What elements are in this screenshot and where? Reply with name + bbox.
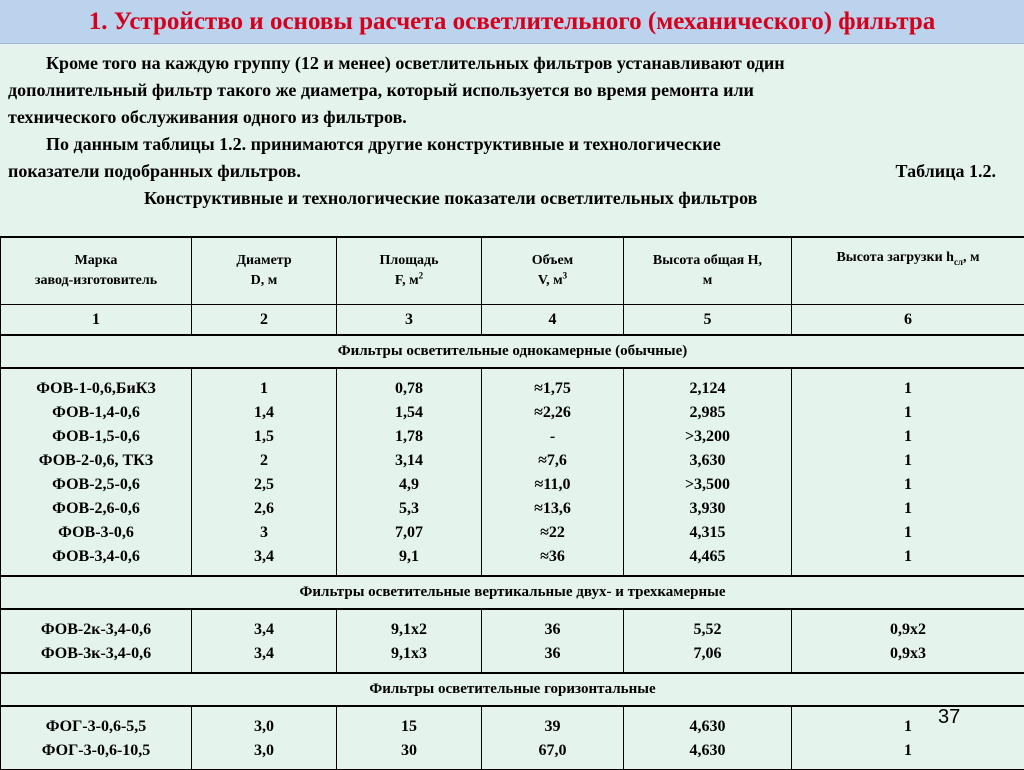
table-cell: 1,4 [192, 401, 336, 425]
table-cell: 2,124 [624, 377, 791, 401]
column-area-values [337, 368, 482, 576]
table-cell: ФОВ-2к-3,4-0,6 [1, 618, 191, 642]
header-total-height: Высота общая H, м [624, 237, 792, 305]
table-cell: ФОВ-1,4-0,6 [1, 401, 191, 425]
column-diameter-values [192, 706, 337, 770]
table-cell: - [482, 425, 623, 449]
intro-line-1: Кроме того на каждую группу (12 и менее) осветлительных фильтров устанавливают один [8, 50, 1014, 77]
column-volume-values [482, 609, 624, 673]
table-cell: 7,06 [624, 642, 791, 666]
table-cell: 1 [792, 401, 1024, 425]
section-header-row [1, 673, 1024, 706]
header-brand: Марка завод-изготовитель [1, 237, 192, 305]
table-cell: 7,07 [337, 521, 481, 545]
table-cell: 3,0 [192, 739, 336, 763]
column-load-height-values [792, 609, 1024, 673]
header-volume: Объем V, $м^3$ [482, 237, 624, 305]
column-number: 4 [482, 305, 624, 336]
section-title: Фильтры осветительные горизонтальные [1, 673, 1024, 706]
intro-text [8, 50, 1014, 212]
section-data-row [1, 706, 1024, 770]
table-cell: ≈13,6 [482, 497, 623, 521]
table-cell: 4,465 [624, 545, 791, 569]
table-cell: ФОВ-3-0,6 [1, 521, 191, 545]
table-cell: 3 [192, 521, 336, 545]
column-load-height-values [792, 706, 1024, 770]
table-cell: 1 [792, 739, 1024, 763]
table-cell: 3,630 [624, 449, 791, 473]
table-cell: ≈2,26 [482, 401, 623, 425]
table-cell: 9,1x2 [337, 618, 481, 642]
column-number: 6 [792, 305, 1024, 336]
section-header-row [1, 335, 1024, 368]
table-cell: 5,3 [337, 497, 481, 521]
table-cell: 1 [192, 377, 336, 401]
table-cell: 15 [337, 715, 481, 739]
column-brand-values [1, 609, 192, 673]
column-numbers-row [1, 305, 1024, 336]
intro-line-4: По данным таблицы 1.2. принимаются другие конструктивные и технологические [8, 131, 1014, 158]
table-cell: 3,4 [192, 642, 336, 666]
table-cell: 2,985 [624, 401, 791, 425]
column-area-values [337, 706, 482, 770]
column-number: 5 [624, 305, 792, 336]
header-area: Площадь F, $м^2$ [337, 237, 482, 305]
column-number: 3 [337, 305, 482, 336]
header-load-height: Высота загрузки $h_{сл}$, м [792, 237, 1024, 305]
table-cell: 1,78 [337, 425, 481, 449]
table-cell: ≈22 [482, 521, 623, 545]
table-cell: 1 [792, 449, 1024, 473]
table-cell: 4,630 [624, 715, 791, 739]
intro-line-5-row [8, 158, 1014, 185]
column-volume-values [482, 706, 624, 770]
table-cell: ФОВ-3к-3,4-0,6 [1, 642, 191, 666]
table-cell: 4,630 [624, 739, 791, 763]
table-cell: 0,78 [337, 377, 481, 401]
filters-table [0, 236, 1024, 770]
intro-line-5: показатели подобранных фильтров. [8, 161, 301, 181]
table-cell: ФОВ-1-0,6,БиКЗ [1, 377, 191, 401]
column-number: 2 [192, 305, 337, 336]
table-cell: 0,9x2 [792, 618, 1024, 642]
table-cell: 1 [792, 473, 1024, 497]
table-cell: 3,4 [192, 618, 336, 642]
table-cell: ФОВ-1,5-0,6 [1, 425, 191, 449]
column-area-values [337, 609, 482, 673]
table-cell: 4,9 [337, 473, 481, 497]
table-cell: 3,930 [624, 497, 791, 521]
table-cell: 4,315 [624, 521, 791, 545]
table-cell: 1,54 [337, 401, 481, 425]
table-caption: Конструктивные и технологические показатели осветлительных фильтров [8, 185, 1014, 212]
column-load-height-values [792, 368, 1024, 576]
table-cell: 39 [482, 715, 623, 739]
table-cell: 1,5 [192, 425, 336, 449]
intro-line-2: дополнительный фильтр такого же диаметра, который используется во время ремонта или [8, 77, 1014, 104]
table-cell: ФОГ-3-0,6-5,5 [1, 715, 191, 739]
table-cell: 3,0 [192, 715, 336, 739]
table-cell: 1 [792, 545, 1024, 569]
slide-title: 1. Устройство и основы расчета осветлительного (механического) фильтра [0, 0, 1024, 44]
table-cell: 36 [482, 618, 623, 642]
table-cell: >3,200 [624, 425, 791, 449]
table-header-row [1, 237, 1024, 305]
table-cell: 36 [482, 642, 623, 666]
table-cell: 2,5 [192, 473, 336, 497]
section-title: Фильтры осветительные однокамерные (обычные) [1, 335, 1024, 368]
table-cell: 9,1x3 [337, 642, 481, 666]
column-diameter-values [192, 609, 337, 673]
column-brand-values [1, 706, 192, 770]
table-label: Таблица 1.2. [896, 158, 996, 185]
table-cell: ФОВ-2,6-0,6 [1, 497, 191, 521]
section-data-row [1, 609, 1024, 673]
table-cell: 67,0 [482, 739, 623, 763]
table-cell: ≈1,75 [482, 377, 623, 401]
column-diameter-values [192, 368, 337, 576]
table-cell: ФОГ-3-0,6-10,5 [1, 739, 191, 763]
table-cell: 0,9x3 [792, 642, 1024, 666]
table-cell: 3,14 [337, 449, 481, 473]
table-cell: 2 [192, 449, 336, 473]
table-cell: ≈36 [482, 545, 623, 569]
table-cell: 2,6 [192, 497, 336, 521]
page-number: 37 [938, 706, 960, 729]
table-cell: 3,4 [192, 545, 336, 569]
table-cell: 5,52 [624, 618, 791, 642]
intro-line-3: технического обслуживания одного из фильтров. [8, 104, 1014, 131]
section-data-row [1, 368, 1024, 576]
column-total-height-values [624, 706, 792, 770]
table-cell: 1 [792, 377, 1024, 401]
column-brand-values [1, 368, 192, 576]
table-cell: ФОВ-3,4-0,6 [1, 545, 191, 569]
table-cell: 1 [792, 497, 1024, 521]
column-number: 1 [1, 305, 192, 336]
table-cell: ≈11,0 [482, 473, 623, 497]
table-cell: ФОВ-2-0,6, ТКЗ [1, 449, 191, 473]
table-cell: 1 [792, 425, 1024, 449]
table-cell: 1 [792, 715, 1024, 739]
column-total-height-values [624, 609, 792, 673]
table-cell: >3,500 [624, 473, 791, 497]
section-title: Фильтры осветительные вертикальные двух- и трехкамерные [1, 576, 1024, 609]
column-volume-values [482, 368, 624, 576]
table-cell: 30 [337, 739, 481, 763]
table-cell: 9,1 [337, 545, 481, 569]
table-cell: 1 [792, 521, 1024, 545]
table-cell: ФОВ-2,5-0,6 [1, 473, 191, 497]
section-header-row [1, 576, 1024, 609]
column-total-height-values [624, 368, 792, 576]
table-cell: ≈7,6 [482, 449, 623, 473]
header-diameter: Диаметр D, м [192, 237, 337, 305]
